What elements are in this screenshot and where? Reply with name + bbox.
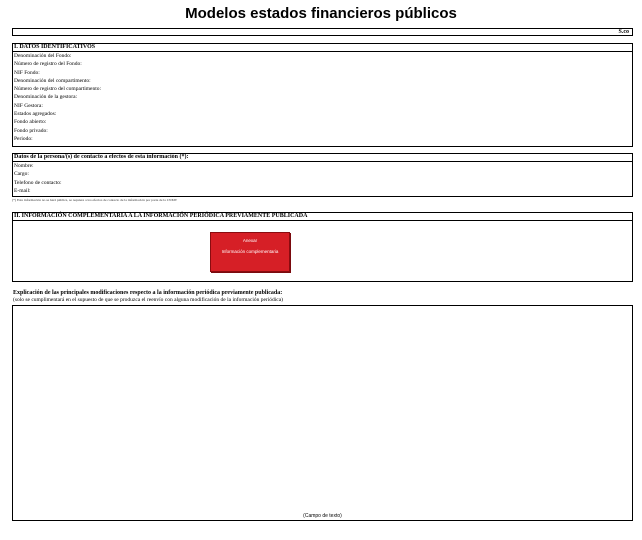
informacion-complementaria-section: [12, 212, 633, 282]
section-heading: I. DATOS IDENTIFICATIVOS: [13, 44, 632, 52]
field-telefono[interactable]: Telefono de contacto:: [14, 179, 62, 186]
button-label-informacion: Información complementaria: [221, 249, 279, 254]
datos-identificativos-section: [12, 43, 633, 147]
explanation-text-field[interactable]: [12, 305, 633, 521]
section-heading: II. INFORMACIÓN COMPLEMENTARIA A LA INFORMACIÓN PERIÓDICA PREVIAMENTE PUBLICADA: [13, 213, 632, 221]
field-denominacion-compartimento[interactable]: Denominación del compartimento:: [14, 77, 91, 84]
text-field-placeholder: (Campo de texto): [303, 513, 342, 519]
field-nif-gestora[interactable]: NIF Gestora:: [14, 102, 43, 109]
field-denominacion-fondo[interactable]: Denominación del Fondo:: [14, 53, 72, 59]
field-cargo[interactable]: Cargo:: [14, 171, 29, 178]
field-denominacion-gestora[interactable]: Denominación de la gestora:: [14, 94, 78, 101]
anexar-informacion-button[interactable]: [210, 232, 290, 272]
contact-footnote: (*) Esta información no se hará pública, se requiere a los efectos de contacto de la información por parte de la CNMV: [12, 198, 178, 202]
field-fondo-privado[interactable]: Fondo privado:: [14, 127, 48, 134]
field-estados-agregados[interactable]: Estados agregados:: [14, 111, 57, 118]
contact-heading: Datos de la persona/(s) de contacto a efectos de esta información (*):: [13, 154, 632, 162]
explanation-subtitle: (solo se cumplimentará en el supuesto de que se produzca el reenvío con alguna modificación de la información periódica): [13, 297, 284, 303]
explanation-title: Explicación de las principales modificaciones respecto a la información periódica previamente publicada:: [13, 290, 283, 296]
field-periodo[interactable]: Periodo:: [14, 135, 33, 142]
page-title: Modelos estados financieros públicos: [185, 5, 457, 22]
code-bar: [12, 28, 633, 36]
field-registro-compartimento[interactable]: Número de registro del compartimento:: [14, 86, 102, 93]
contact-section: [12, 153, 633, 197]
field-nombre[interactable]: Nombre:: [14, 163, 34, 169]
field-registro-fondo[interactable]: Número de registro del Fondo:: [14, 61, 82, 68]
field-fondo-abierto[interactable]: Fondo abierto:: [14, 119, 47, 126]
button-label-anexar: Anexar: [242, 238, 258, 243]
field-email[interactable]: E-mail:: [14, 187, 31, 194]
form-code: S.co: [618, 29, 629, 35]
field-nif-fondo[interactable]: NIF Fondo:: [14, 69, 40, 76]
